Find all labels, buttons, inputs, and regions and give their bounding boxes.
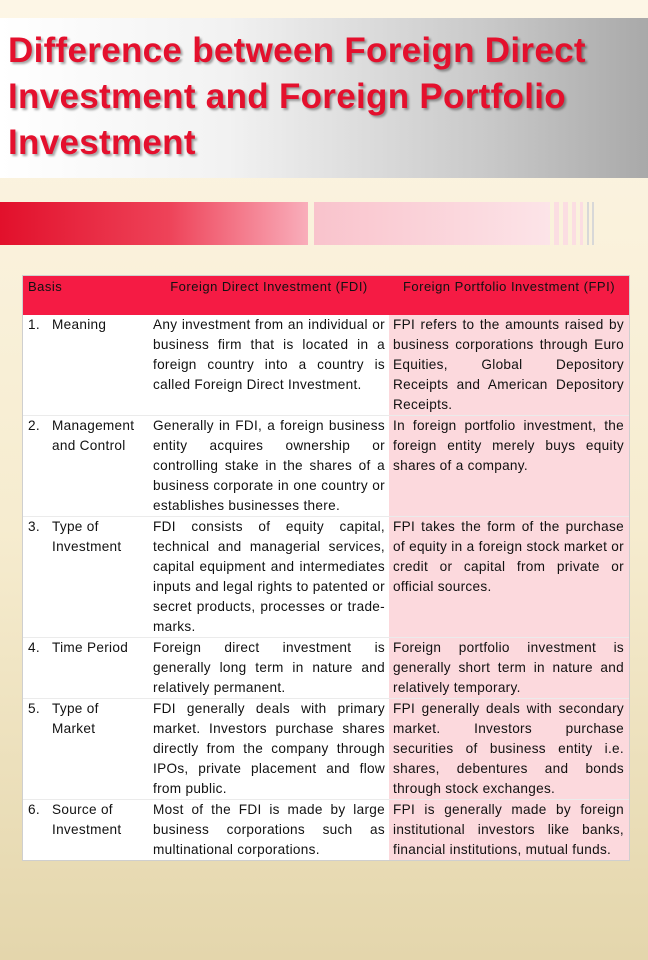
table-header-row bbox=[23, 276, 629, 315]
row-fdi-cell: Foreign direct investment is generally long term in nature and relatively permanent. bbox=[149, 638, 389, 699]
accent-light-block bbox=[314, 202, 550, 245]
row-number: 1. bbox=[28, 317, 40, 332]
row-number: 5. bbox=[28, 701, 40, 716]
accent-stripe bbox=[587, 202, 589, 245]
row-number: 2. bbox=[28, 418, 40, 433]
row-fpi-cell: FPI is generally made by foreign institutional investors like banks, financial institutions, mutual funds. bbox=[389, 800, 629, 861]
accent-stripe bbox=[563, 202, 568, 245]
accent-stripe bbox=[592, 202, 594, 245]
row-basis-label: Source of Investment bbox=[52, 802, 122, 837]
row-basis-label: Time Period bbox=[52, 640, 129, 655]
row-fdi-cell: Generally in FDI, a foreign business entity acquires ownership or controlling stake in the shares of a business corporate in one country or establishes businesses there. bbox=[149, 416, 389, 517]
accent-stripe bbox=[554, 202, 559, 245]
row-fpi-cell: FPI takes the form of the purchase of equity in a foreign stock market or credit or capital from private or official sources. bbox=[389, 517, 629, 638]
row-basis-label: Meaning bbox=[52, 317, 107, 332]
row-basis bbox=[23, 517, 149, 638]
table-row bbox=[23, 800, 629, 861]
header-fpi: Foreign Portfolio Investment (FPI) bbox=[389, 276, 629, 315]
row-number: 6. bbox=[28, 802, 40, 817]
row-basis-label: Type of Market bbox=[52, 701, 99, 736]
row-number: 4. bbox=[28, 640, 40, 655]
row-fdi-cell: FDI consists of equity capital, technical and managerial services, capital equipment and intermediates inputs and legal rights to patented or secret products, processes or trade-marks. bbox=[149, 517, 389, 638]
row-basis bbox=[23, 315, 149, 416]
header-fdi: Foreign Direct Investment (FDI) bbox=[149, 276, 389, 315]
table-row bbox=[23, 517, 629, 638]
row-basis bbox=[23, 800, 149, 861]
table-row bbox=[23, 416, 629, 517]
row-number: 3. bbox=[28, 519, 40, 534]
row-basis-label: Management and Control bbox=[52, 418, 135, 453]
row-fpi-cell: Foreign portfolio investment is generally short term in nature and relatively temporary. bbox=[389, 638, 629, 699]
row-basis bbox=[23, 699, 149, 800]
row-fpi-cell: In foreign portfolio investment, the foreign entity merely buys equity shares of a company. bbox=[389, 416, 629, 517]
accent-stripe bbox=[572, 202, 576, 245]
row-fdi-cell: Most of the FDI is made by large business corporations such as multinational corporations. bbox=[149, 800, 389, 861]
row-fdi-cell: Any investment from an individual or business firm that is located in a foreign country into a country is called Foreign Direct Investment. bbox=[149, 315, 389, 416]
row-basis bbox=[23, 416, 149, 517]
slide-title: Difference between Foreign Direct Investment and Foreign Portfolio Investment bbox=[8, 31, 586, 162]
table-row bbox=[23, 638, 629, 699]
comparison-table bbox=[22, 275, 630, 861]
row-fpi-cell: FPI generally deals with secondary market. Investors purchase securities of business entity i.e. shares, debentures and bonds through stock exchanges. bbox=[389, 699, 629, 800]
table-row bbox=[23, 699, 629, 800]
accent-stripe bbox=[580, 202, 583, 245]
row-fdi-cell: FDI generally deals with primary market. Investors purchase shares directly from the company through IPOs, private placement and flow from public. bbox=[149, 699, 389, 800]
table-row bbox=[23, 315, 629, 416]
header-basis: Basis bbox=[23, 276, 149, 315]
row-basis-label: Type of Investment bbox=[52, 519, 122, 554]
accent-gradient-bar bbox=[0, 202, 308, 245]
row-fpi-cell: FPI refers to the amounts raised by business corporations through Euro Equities, Global Depository Receipts and American Depository Receipts. bbox=[389, 315, 629, 416]
row-basis bbox=[23, 638, 149, 699]
